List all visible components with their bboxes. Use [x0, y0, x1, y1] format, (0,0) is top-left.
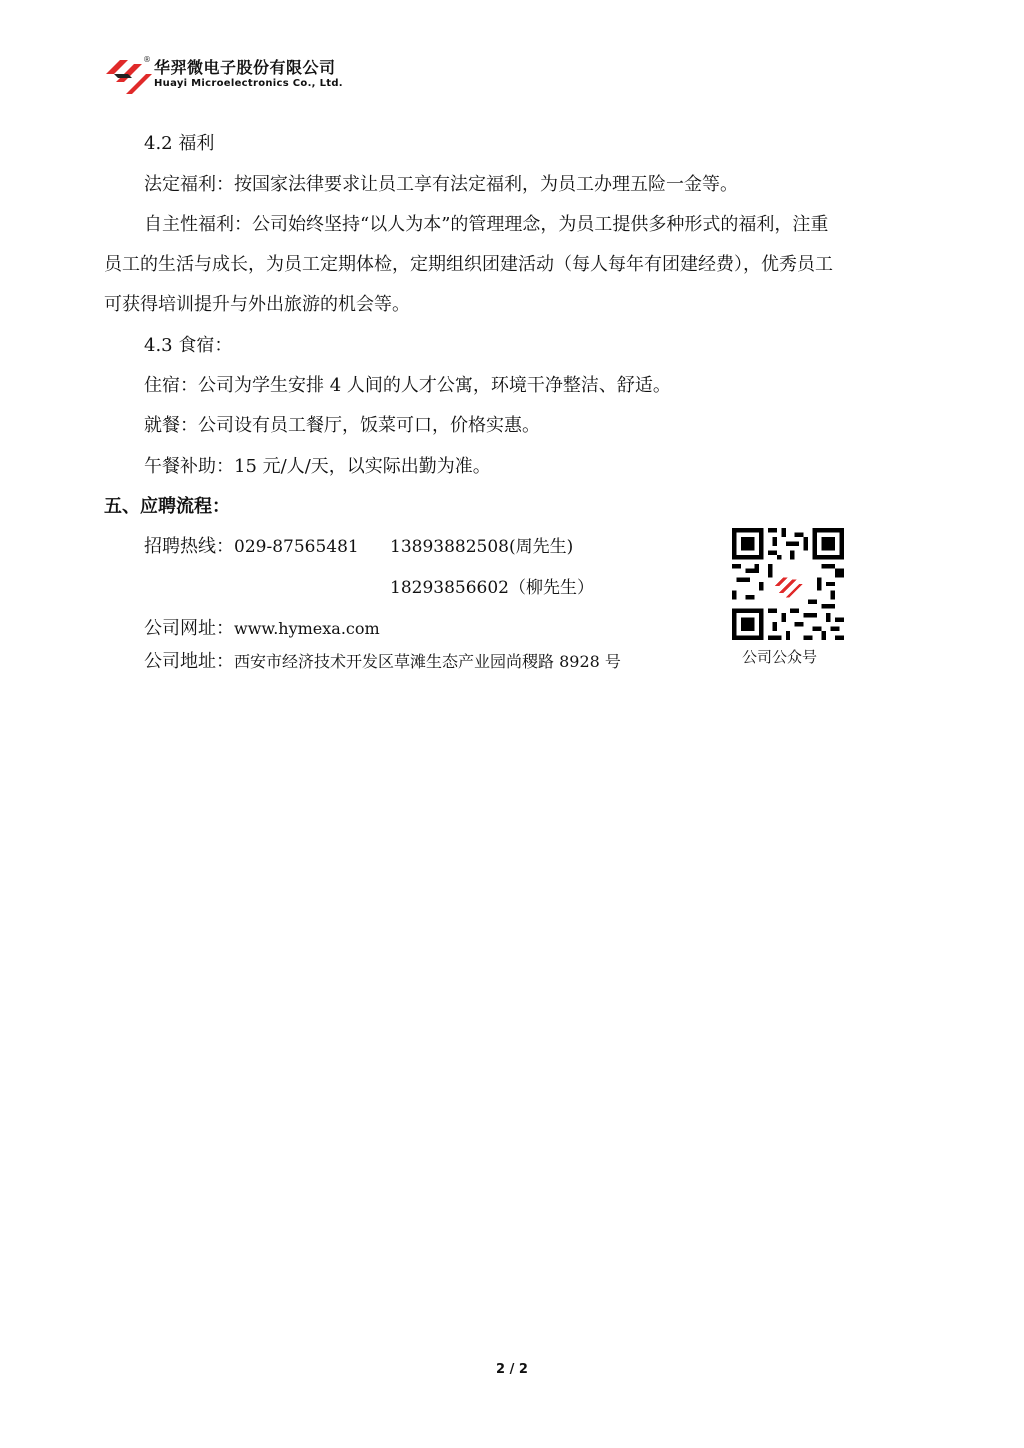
- address-label: 公司地址：: [144, 651, 234, 672]
- website-label: 公司网址：: [144, 618, 234, 639]
- hotline-number-1: 029-87565481: [234, 537, 359, 557]
- registered-mark: ®: [143, 55, 151, 64]
- company-name-cn: 华羿微电子股份有限公司: [154, 58, 336, 77]
- section-4-3-title: 4.3 食宿：: [144, 335, 233, 356]
- address-value: 西安市经济技术开发区草滩生态产业园尚稷路 8928 号: [234, 652, 621, 671]
- hotline-number-2: 13893882508(周先生): [390, 537, 574, 557]
- wechat-qr-code: [732, 528, 844, 640]
- hotline-row: [144, 535, 359, 559]
- company-name-en: Huayi Microelectronics Co., Ltd.: [154, 78, 343, 89]
- section-5-title: 五、应聘流程：: [104, 496, 230, 517]
- hotline-label: 招聘热线：: [144, 536, 234, 557]
- section-4-2-title: 4.2 福利: [144, 133, 215, 154]
- housing-text: 住宿：公司为学生安排 4 人间的人才公寓，环境干净整洁、舒适。: [144, 375, 671, 396]
- meal-subsidy-text: 午餐补助：15 元/人/天，以实际出勤为准。: [144, 456, 491, 477]
- address-row: [144, 650, 621, 674]
- page-number: 2 / 2: [496, 1362, 528, 1377]
- voluntary-benefits-line-1: 自主性福利：公司始终坚持“以人为本”的管理理念，为员工提供多种形式的福利，注重: [144, 214, 829, 235]
- company-header: [106, 50, 366, 100]
- dining-text: 就餐：公司设有员工餐厅，饭菜可口，价格实惠。: [144, 415, 540, 436]
- statutory-benefits-text: 法定福利：按国家法律要求让员工享有法定福利，为员工办理五险一金等。: [144, 174, 738, 195]
- hotline-number-3: 18293856602（柳先生）: [390, 578, 594, 598]
- website-value: www.hymexa.com: [234, 619, 380, 638]
- website-row: [144, 617, 380, 641]
- qr-caption: 公司公众号: [742, 648, 818, 666]
- voluntary-benefits-line-3: 可获得培训提升与外出旅游的机会等。: [104, 294, 410, 315]
- voluntary-benefits-line-2: 员工的生活与成长，为员工定期体检，定期组织团建活动（每人每年有团建经费），优秀员工: [104, 254, 833, 275]
